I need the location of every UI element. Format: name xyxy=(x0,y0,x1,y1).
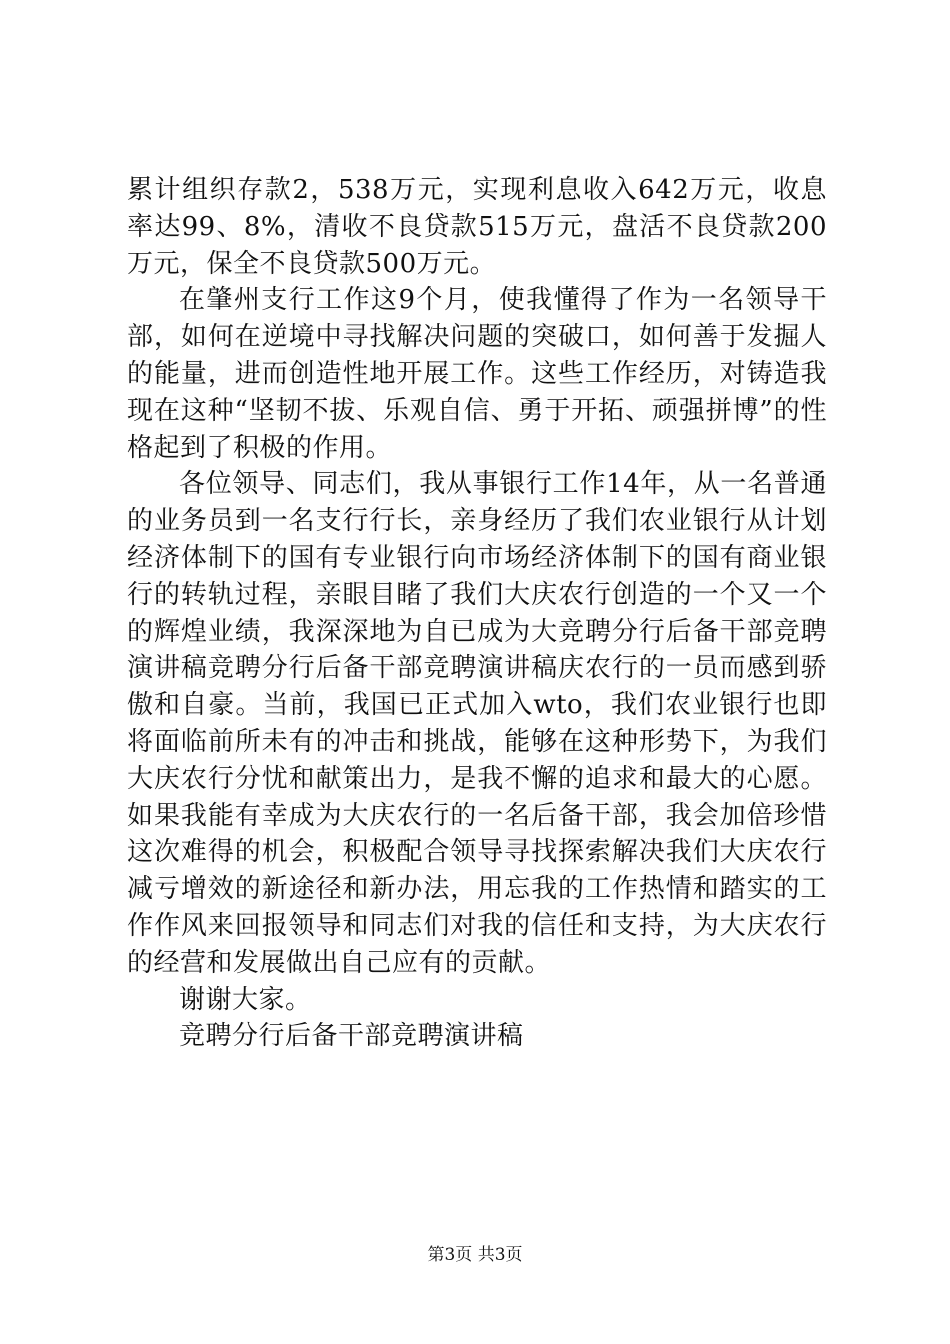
paragraph-zhaozhou-experience: 在肇州支行工作这9个月，使我懂得了作为一名领导干部，如何在逆境中寻找解决问题的突破口，如何善于发掘人的能量，进而创造性地开展工作。这些工作经历，对铸造我现在这种“坚韧不拔、乐观自信、勇于开拓、顽强拼博”的性格起到了积极的作用。 xyxy=(127,285,827,463)
page-number-footer: 第3页 共3页 xyxy=(427,1245,523,1265)
paragraph-thanks: 谢谢大家。 xyxy=(179,984,312,1015)
paragraph-deposit-results: 累计组织存款2，538万元，实现利息收入642万元，收息率达99、8%，清收不良贷款515万元，盘活不良贷款200万元，保全不良贷款500万元。 xyxy=(127,175,827,279)
paragraph-document-title: 竞聘分行后备干部竞聘演讲稿 xyxy=(179,1021,524,1052)
document-body xyxy=(127,172,827,1055)
paragraph-career-and-aspiration: 各位领导、同志们，我从事银行工作14年，从一名普通的业务员到一名支行行长，亲身经历了我们农业银行从计划经济体制下的国有专业银行向市场经济体制下的国有商业银行的转轨过程，亲眼目睹了我们大庆农行创造的一个又一个的辉煌业绩，我深深地为自已成为大竞聘分行后备干部竞聘演讲稿竞聘分行后备干部竞聘演讲稿庆农行的一员而感到骄傲和自豪。当前，我国已正式加入wto，我们农业银行也即将面临前所未有的冲击和挑战，能够在这种形势下，为我们大庆农行分忧和献策出力，是我不懈的追求和最大的心愿。如果我能有幸成为大庆农行的一名后备干部，我会加倍珍惜这次难得的机会，积极配合领导寻找探索解决我们大庆农行减亏增效的新途径和新办法，用忘我的工作热情和踏实的工作作风来回报领导和同志们对我的信任和支持，为大庆农行的经营和发展做出自己应有的贡献。 xyxy=(127,469,827,978)
